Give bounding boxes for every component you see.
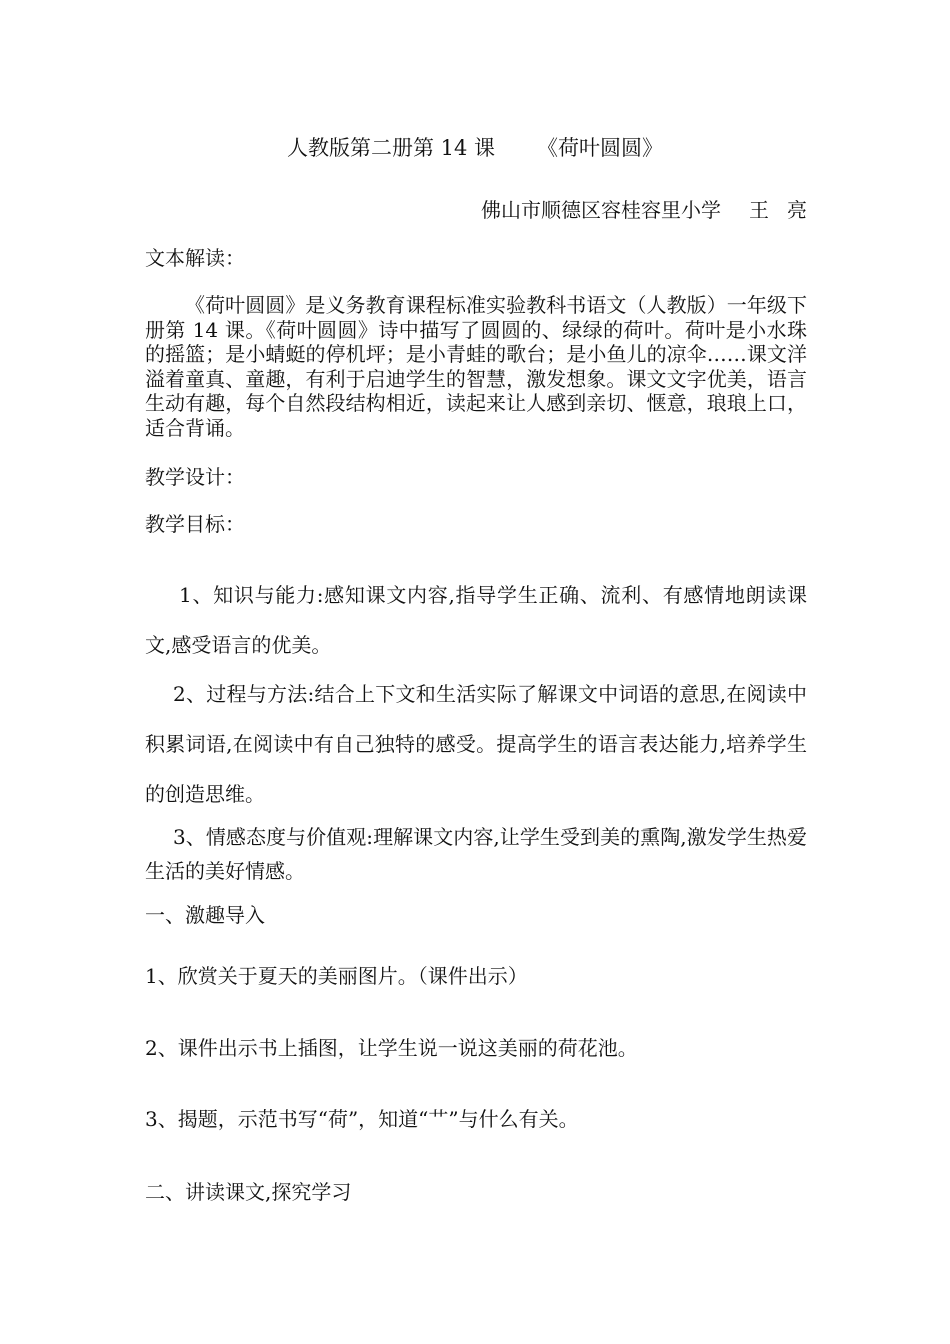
title-lesson: 人教版第二册第 14 课: [286, 136, 496, 160]
section-heading-1: 一、激趣导入: [145, 903, 265, 927]
section-heading-2: 二、讲读课文,探究学习: [145, 1180, 352, 1204]
goal-item-2: 2、过程与方法:结合上下文和生活实际了解课文中词语的意思,在阅读中积累词语,在阅读中有自己独特的感受。提高学生的语言表达能力,培养学生的创造思维。: [145, 682, 807, 806]
step-item-1: 1、欣赏关于夏天的美丽图片。（课件出示）: [145, 964, 528, 988]
goal-item-3: 3、情感态度与价值观:理解课文内容,让学生受到美的熏陶,激发学生热爱生活的美好情感。: [145, 825, 807, 883]
step-item-2: 2、课件出示书上插图，让学生说一说这美丽的荷花池。: [145, 1036, 638, 1060]
author-name-first: 王: [749, 198, 769, 222]
author-name-second: 亮: [787, 198, 807, 222]
document-title: [0, 136, 950, 160]
intro-paragraph: 《荷叶圆圆》是义务教育课程标准实验教科书语文（人教版）一年级下册第 14 课。《荷叶圆圆》诗中描写了圆圆的、绿绿的荷叶。荷叶是小水珠的摇篮；是小蜻蜓的停机坪；是小青蛙的歌台；是小鱼儿的凉伞……课文洋溢着童真、童趣，有利于启迪学生的智慧，激发想象。课文文字优美，语言生动有趣，每个自然段结构相近，读起来让人感到亲切、惬意，琅琅上口，适合背诵。: [145, 293, 807, 440]
step-item-3: 3、揭题，示范书写“荷”，知道“艹”与什么有关。: [145, 1107, 579, 1131]
heading-teaching-design: 教学设计：: [145, 465, 245, 489]
title-text: 《荷叶圆圆》: [537, 136, 664, 160]
heading-text-reading: 文本解读：: [145, 246, 245, 270]
goal-item-1: 1、知识与能力:感知课文内容,指导学生正确、流利、有感情地朗读课文,感受语言的优美。: [145, 583, 807, 657]
heading-teaching-goals: 教学目标：: [145, 512, 245, 536]
author-school: 佛山市顺德区容桂容里小学: [481, 198, 721, 222]
author-line: [145, 198, 807, 222]
